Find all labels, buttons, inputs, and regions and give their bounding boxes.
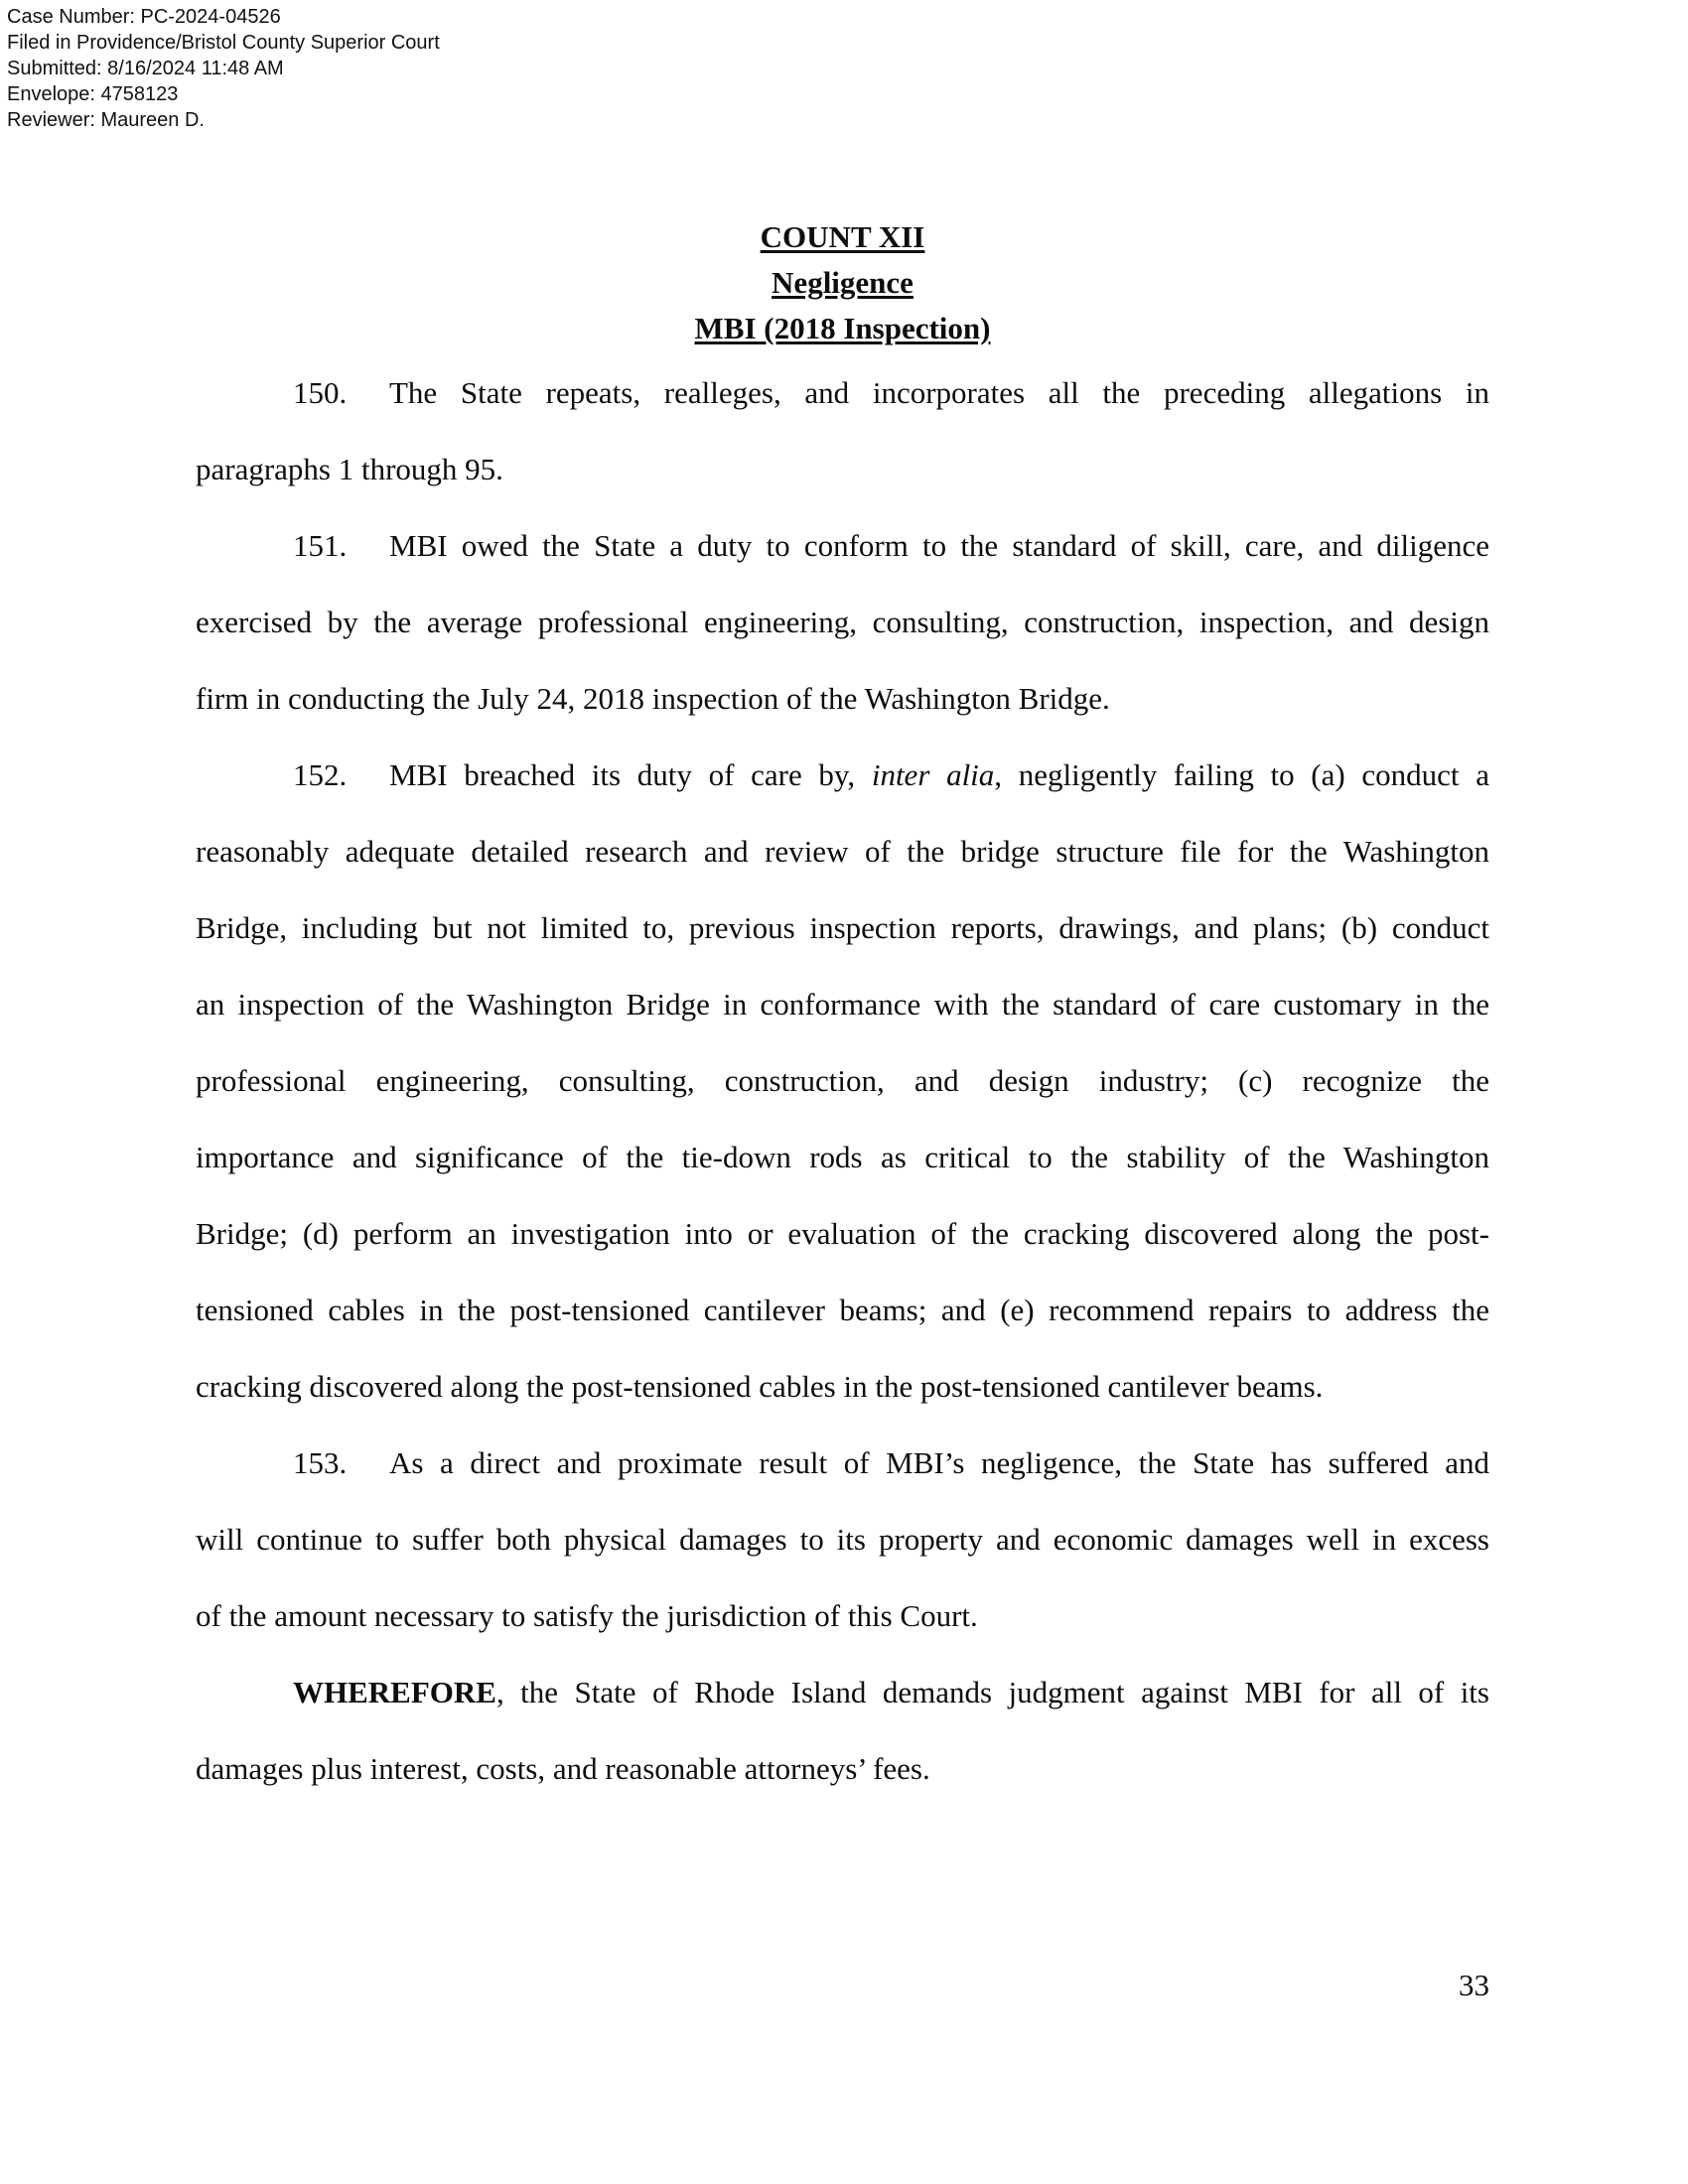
document-body (196, 0, 1489, 1807)
text-segment: As a direct and proximate result of MBI’s negligence, the State has suffered and (389, 1445, 1489, 1480)
paragraph (196, 1654, 1489, 1807)
text-segment: , negligently failing to (a) conduct a (994, 757, 1489, 792)
paragraph-list (196, 354, 1489, 1807)
paragraph (196, 354, 1489, 507)
paragraph-line (196, 737, 1489, 813)
paragraph-number: 150. (293, 375, 348, 410)
paragraph-line (196, 1577, 1489, 1654)
paragraph-line (196, 1042, 1489, 1119)
paragraph-line (196, 1272, 1489, 1348)
count-number-heading: COUNT XII (760, 219, 925, 254)
paragraph-line (196, 1119, 1489, 1195)
text-segment: paragraphs 1 through 95. (196, 452, 503, 486)
paragraph-line (196, 813, 1489, 889)
text-segment: an inspection of the Washington Bridge in conformance with the standard of care customary in the (196, 987, 1489, 1022)
text-segment: Bridge; (d) perform an investigation into or evaluation of the cracking discovered along the post- (196, 1216, 1489, 1251)
text-segment: cracking discovered along the post-tensioned cables in the post-tensioned cantilever beams. (196, 1369, 1324, 1404)
paragraph-line (196, 354, 1489, 431)
stamp-envelope: Envelope: 4758123 (7, 83, 179, 105)
text-segment: reasonably adequate detailed research and review of the bridge structure file for the Washington (196, 834, 1489, 869)
paragraph (196, 1425, 1489, 1654)
text-segment: professional engineering, consulting, construction, and design industry; (c) recognize the (196, 1063, 1489, 1098)
stamp-case-number: Case Number: PC-2024-04526 (7, 6, 281, 28)
text-segment: firm in conducting the July 24, 2018 inspection of the Washington Bridge. (196, 681, 1110, 716)
stamp-filed-court: Filed in Providence/Bristol County Superior Court (7, 32, 440, 54)
text-segment: The State repeats, realleges, and incorporates all the preceding allegations in (389, 375, 1489, 410)
paragraph-line (196, 431, 1489, 507)
count-heading-block (196, 214, 1489, 351)
paragraph-line (196, 660, 1489, 737)
defendant-heading: MBI (2018 Inspection) (694, 311, 991, 345)
paragraph-line (196, 1501, 1489, 1577)
paragraph-line (196, 1425, 1489, 1501)
text-segment: of the amount necessary to satisfy the jurisdiction of this Court. (196, 1598, 978, 1633)
paragraph-line (196, 1654, 1489, 1730)
paragraph-line (196, 889, 1489, 966)
paragraph (196, 507, 1489, 737)
paragraph-line (196, 1730, 1489, 1807)
page-number: 33 (1459, 1968, 1489, 2002)
claim-type-heading: Negligence (772, 265, 914, 300)
text-segment: tensioned cables in the post-tensioned cantilever beams; and (e) recommend repairs to address the (196, 1293, 1489, 1327)
text-segment: , the State of Rhode Island demands judgment against MBI for all of its (495, 1675, 1489, 1709)
paragraph-number: 152. (293, 757, 348, 792)
text-segment: WHEREFORE (293, 1675, 496, 1709)
stamp-reviewer: Reviewer: Maureen D. (7, 109, 205, 131)
paragraph-number: 151. (293, 528, 348, 563)
text-segment: damages plus interest, costs, and reasonable attorneys’ fees. (196, 1751, 930, 1786)
text-segment: MBI owed the State a duty to conform to the standard of skill, care, and diligence (389, 528, 1489, 563)
text-segment: exercised by the average professional engineering, consulting, construction, inspection, and design (196, 605, 1489, 639)
paragraph (196, 737, 1489, 1425)
text-segment: MBI breached its duty of care by, (389, 757, 872, 792)
paragraph-line (196, 1348, 1489, 1425)
paragraph-line (196, 507, 1489, 584)
stamp-submitted: Submitted: 8/16/2024 11:48 AM (7, 58, 284, 79)
text-segment: importance and significance of the tie-down rods as critical to the stability of the Washington (196, 1140, 1489, 1174)
paragraph-line (196, 966, 1489, 1042)
paragraph-line (196, 1195, 1489, 1272)
text-segment: will continue to suffer both physical damages to its property and economic damages well in excess (196, 1522, 1489, 1557)
paragraph-number: 153. (293, 1445, 348, 1480)
text-segment: Bridge, including but not limited to, previous inspection reports, drawings, and plans; (b) conduct (196, 910, 1489, 945)
paragraph-line (196, 584, 1489, 660)
text-segment: inter alia (871, 757, 995, 792)
